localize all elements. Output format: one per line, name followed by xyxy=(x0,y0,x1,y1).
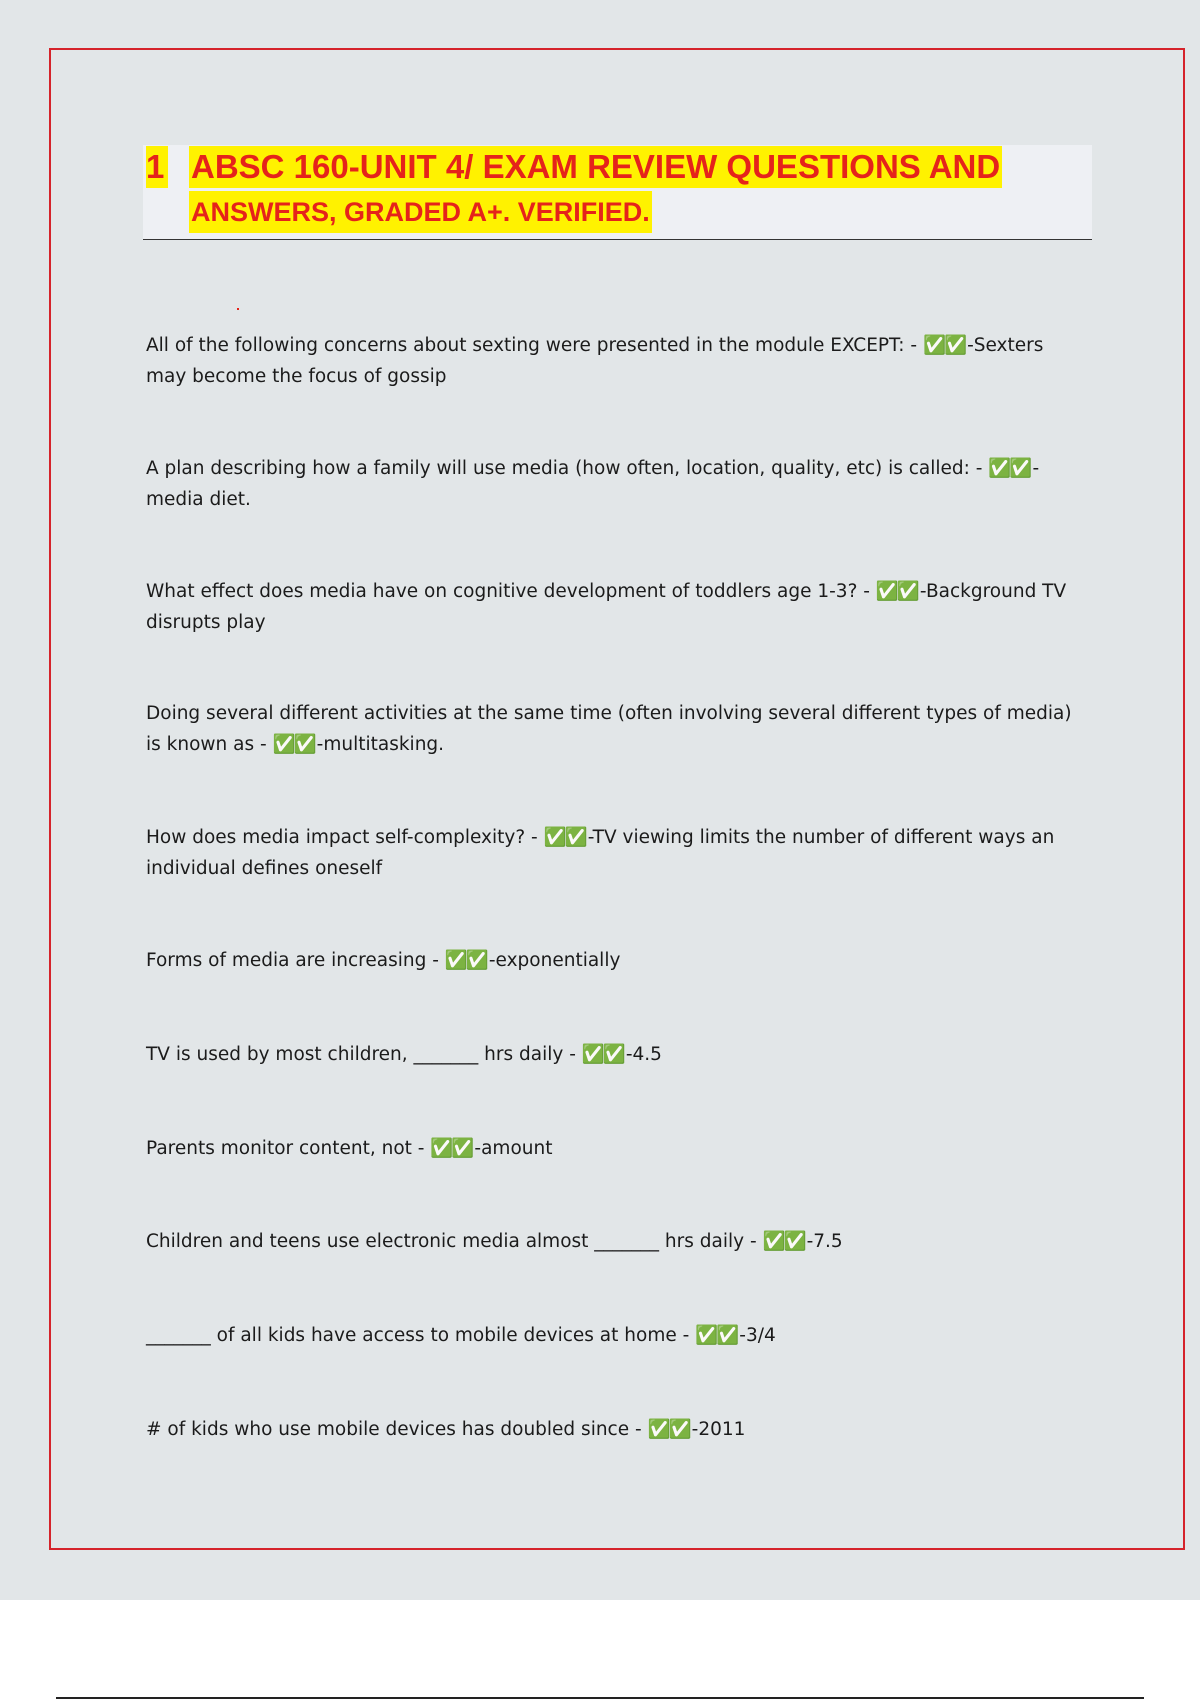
double-check-icon: ✅✅ xyxy=(272,734,315,755)
double-check-icon: ✅✅ xyxy=(444,950,487,971)
question-text: # of kids who use mobile devices has doubled since - xyxy=(146,1419,642,1440)
double-check-icon: ✅✅ xyxy=(581,1044,624,1065)
answer-text: -media diet. xyxy=(146,458,1040,510)
double-check-icon: ✅✅ xyxy=(988,458,1031,479)
question-text: Doing several different activities at the same time (often involving several different types of media) is known as - xyxy=(146,703,1072,755)
qa-item-5 xyxy=(146,822,1076,884)
question-text: Parents monitor content, not - xyxy=(146,1138,425,1159)
answer-text: -4.5 xyxy=(625,1044,662,1065)
double-check-icon: ✅✅ xyxy=(647,1419,690,1440)
double-check-icon: ✅✅ xyxy=(430,1138,473,1159)
heading-title-line-1: ABSC 160-UNIT 4/ EXAM REVIEW QUESTIONS AND xyxy=(189,146,1002,188)
answer-text: -2011 xyxy=(691,1419,746,1440)
question-text: What effect does media have on cognitive development of toddlers age 1-3? - xyxy=(146,581,870,602)
question-text: A plan describing how a family will use media (how often, location, quality, etc) is called: - xyxy=(146,458,983,479)
question-text: _______ of all kids have access to mobile devices at home - xyxy=(146,1325,690,1346)
qa-item-3 xyxy=(146,576,1076,638)
question-text: How does media impact self-complexity? - xyxy=(146,827,538,848)
question-text: All of the following concerns about sexting were presented in the module EXCEPT: - xyxy=(146,335,918,356)
qa-item-7 xyxy=(146,1039,1076,1070)
answer-text: -multitasking. xyxy=(316,734,445,755)
answer-text: -TV viewing limits the number of different ways an individual defines oneself xyxy=(146,827,1055,879)
answer-text: -exponentially xyxy=(488,950,621,971)
qa-item-8 xyxy=(146,1133,1076,1164)
question-text: Forms of media are increasing - xyxy=(146,950,439,971)
question-text: Children and teens use electronic media almost _______ hrs daily - xyxy=(146,1231,757,1252)
answer-text: -Sexters may become the focus of gossip xyxy=(146,335,1044,387)
double-check-icon: ✅✅ xyxy=(762,1231,805,1252)
answer-text: -Background TV disrupts play xyxy=(146,581,1067,633)
qa-item-10 xyxy=(146,1320,1076,1351)
answer-text: -3/4 xyxy=(739,1325,776,1346)
double-check-icon: ✅✅ xyxy=(543,827,586,848)
qa-item-9 xyxy=(146,1226,1076,1257)
qa-item-4 xyxy=(146,698,1076,760)
heading-number: 1 xyxy=(146,146,168,188)
footer-rule xyxy=(56,1697,1144,1699)
qa-item-1 xyxy=(146,330,1076,392)
answer-text: -7.5 xyxy=(806,1231,843,1252)
stray-mark xyxy=(237,308,239,310)
qa-item-6 xyxy=(146,945,1076,976)
double-check-icon: ✅✅ xyxy=(922,335,966,356)
double-check-icon: ✅✅ xyxy=(695,1325,738,1346)
qa-item-2 xyxy=(146,453,1076,515)
qa-item-11 xyxy=(146,1414,1076,1445)
heading-title-line-2: ANSWERS, GRADED A+. VERIFIED. xyxy=(189,191,652,233)
answer-text: -amount xyxy=(474,1138,553,1159)
double-check-icon: ✅✅ xyxy=(875,581,918,602)
question-text: TV is used by most children, _______ hrs daily - xyxy=(146,1044,576,1065)
